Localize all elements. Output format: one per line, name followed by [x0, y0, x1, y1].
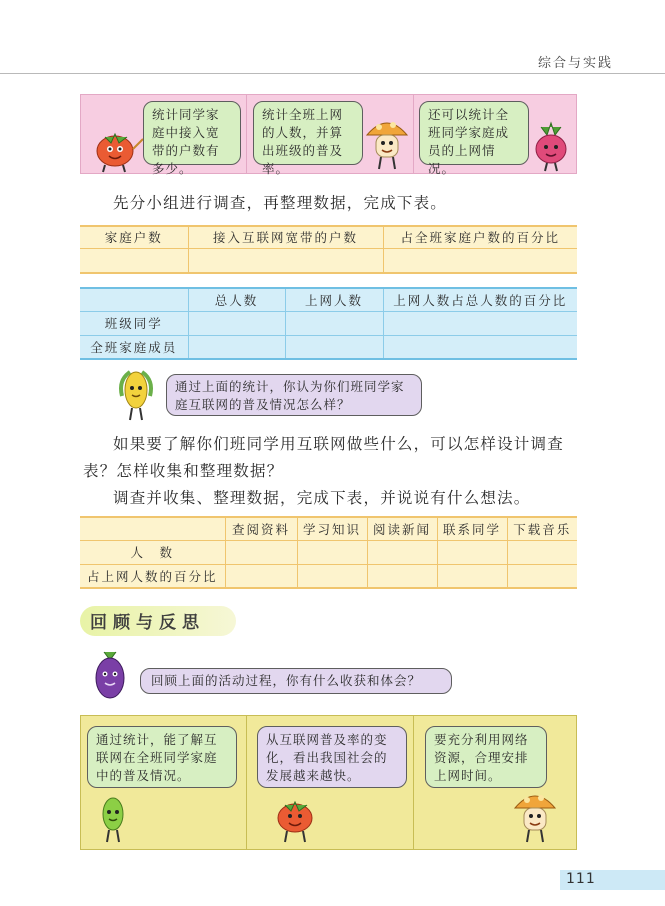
mushroom-character-icon [511, 786, 559, 846]
row-label: 占上网人数的百分比 [80, 564, 225, 588]
table-cell [297, 564, 367, 588]
panel-divider [413, 95, 414, 173]
table-header: 阅读新闻 [367, 517, 437, 540]
speech-bubble: 统计全班上网的人数，并算出班级的普及率。 [253, 101, 363, 165]
speech-bubble: 统计同学家庭中接入宽带的户数有多少。 [143, 101, 241, 165]
corn-character-icon [114, 366, 158, 422]
paragraph-line: 调查并收集、整理数据，完成下表，并说说有什么想法。 [113, 489, 531, 507]
table-header: 总人数 [188, 288, 285, 311]
table-cell [285, 311, 383, 335]
table-header: 上网人数占总人数的百分比 [383, 288, 577, 311]
table-header: 家庭户数 [80, 226, 188, 248]
table-cell [437, 540, 507, 564]
table-cell [188, 311, 285, 335]
paragraph-line: 表？怎样收集和整理数据？ [83, 462, 284, 480]
review-question-bubble: 回顾上面的活动过程，你有什么收获和体会？ [140, 668, 452, 694]
speech-bubble: 还可以统计全班同学家庭成员的上网情况。 [419, 101, 529, 165]
table-cell [367, 564, 437, 588]
page-number: 111 [566, 871, 596, 887]
chapter-title: 综合与实践 [537, 56, 613, 71]
table-cell [507, 564, 577, 588]
table-cell [80, 248, 188, 273]
header-divider [0, 73, 665, 74]
table-header [80, 517, 225, 540]
table-cell [383, 311, 577, 335]
row-label: 人 数 [80, 540, 225, 564]
table-header: 查阅资料 [225, 517, 297, 540]
table-cell [367, 540, 437, 564]
panel-divider [246, 95, 247, 173]
table-cell [437, 564, 507, 588]
speech-bubble: 通过统计，能了解互联网在全班同学家庭中的普及情况。 [87, 726, 237, 788]
tomato-character-icon [87, 123, 147, 173]
table-cell [188, 335, 285, 359]
household-broadband-table [80, 225, 577, 274]
internet-users-table [80, 287, 577, 360]
internet-usage-table [80, 516, 577, 589]
paragraph-line: 如果要了解你们班同学用互联网做些什么，可以怎样设计调查 [113, 435, 564, 453]
table-cell [383, 248, 577, 273]
row-label: 班级同学 [80, 311, 188, 335]
question-bubble: 通过上面的统计，你认为你们班同学家庭互联网的普及情况怎么样？ [166, 374, 422, 416]
table-header: 下载音乐 [507, 517, 577, 540]
table-cell [297, 540, 367, 564]
radish-character-icon [527, 119, 575, 173]
table-cell [225, 540, 297, 564]
top-illustration-panel [80, 94, 577, 174]
row-label: 全班家庭成员 [80, 335, 188, 359]
panel-divider [413, 716, 414, 849]
table-cell [383, 335, 577, 359]
mushroom-character-icon [363, 113, 411, 173]
table-header [80, 288, 188, 311]
table-header: 学习知识 [297, 517, 367, 540]
corn-character-icon [93, 792, 133, 844]
eggplant-character-icon [84, 646, 134, 704]
tomato-character-icon [269, 794, 323, 844]
table-cell [285, 335, 383, 359]
speech-bubble: 从互联网普及率的变化，看出我国社会的发展越来越快。 [257, 726, 407, 788]
table-cell [225, 564, 297, 588]
bottom-illustration-panel [80, 715, 577, 850]
table-cell [507, 540, 577, 564]
instruction-text: 先分小组进行调查，再整理数据，完成下表。 [113, 194, 448, 212]
table-header: 占全班家庭户数的百分比 [383, 226, 577, 248]
speech-bubble: 要充分利用网络资源，合理安排上网时间。 [425, 726, 547, 788]
table-header: 联系同学 [437, 517, 507, 540]
table-cell [188, 248, 383, 273]
table-header: 接入互联网宽带的户数 [188, 226, 383, 248]
section-title: 回顾与反思 [90, 613, 205, 633]
table-header: 上网人数 [285, 288, 383, 311]
panel-divider [246, 716, 247, 849]
